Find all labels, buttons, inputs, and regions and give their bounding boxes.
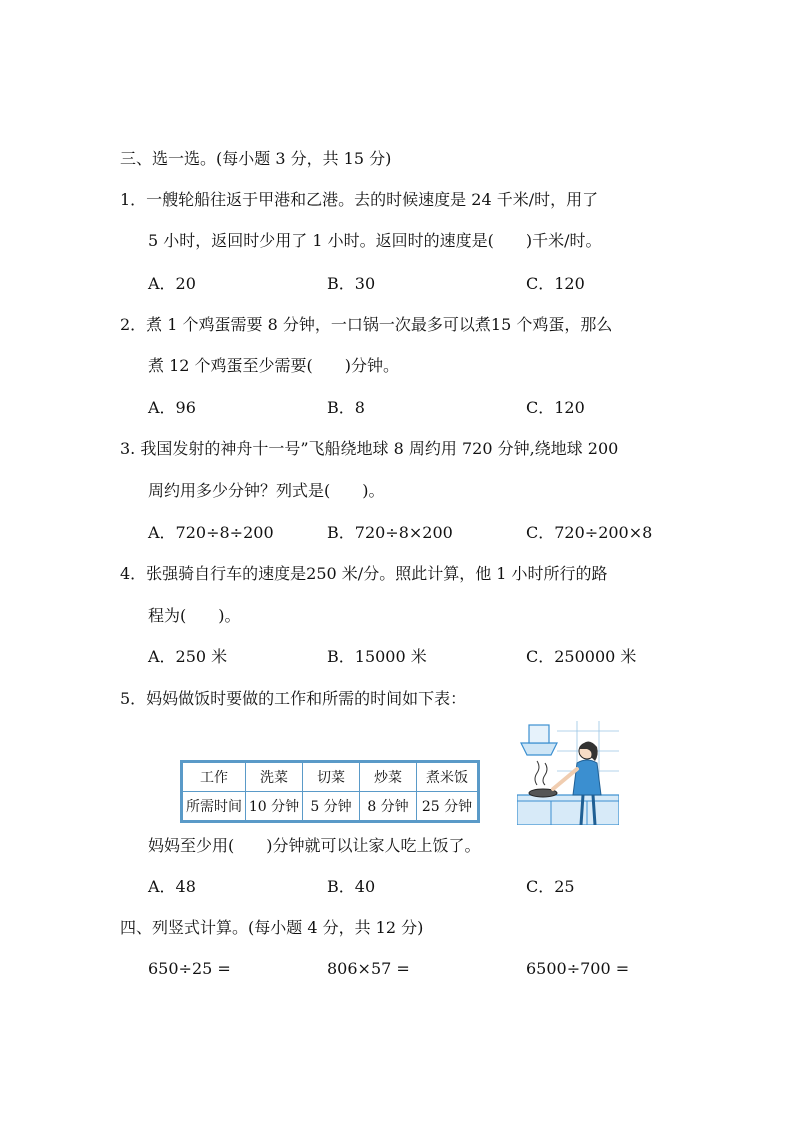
question-3-option-b[interactable]: B．720÷8×200 <box>327 523 453 542</box>
question-1-option-b[interactable]: B．30 <box>327 274 376 293</box>
question-2-option-b[interactable]: B．8 <box>327 398 365 417</box>
question-5-option-b[interactable]: B．40 <box>327 877 376 896</box>
question-2-line-1: 2．煮 1 个鸡蛋需要 8 分钟，一口锅一次最多可以煮15 个鸡蛋，那么 <box>120 315 613 334</box>
table-cell: 炒菜 <box>360 763 417 792</box>
question-4-line-2: 程为( )。 <box>148 606 241 625</box>
work-time-table <box>182 762 478 821</box>
table-cell: 煮米饭 <box>417 763 478 792</box>
table-cell: 所需时间 <box>183 792 246 821</box>
question-5-option-c[interactable]: C．25 <box>526 877 575 896</box>
question-5-option-a[interactable]: A．48 <box>148 877 196 896</box>
question-3-line-1: 3. 我国发射的神舟十一号”飞船绕地球 8 周约用 720 分钟,绕地球 200 <box>120 439 619 458</box>
question-1-option-a[interactable]: A．20 <box>148 274 196 293</box>
table-cell: 5 分钟 <box>303 792 360 821</box>
question-2-option-a[interactable]: A．96 <box>148 398 196 417</box>
question-3-option-a[interactable]: A．720÷8÷200 <box>148 523 274 542</box>
question-4-option-a[interactable]: A．250 米 <box>148 647 228 666</box>
calculation-item-2: 806×57 = <box>327 959 410 978</box>
question-1-line-1: 1．一艘轮船往返于甲港和乙港。去的时候速度是 24 千米/时，用了 <box>120 190 599 209</box>
table-cell: 8 分钟 <box>360 792 417 821</box>
table-row <box>183 763 478 792</box>
table-cell: 25 分钟 <box>417 792 478 821</box>
question-4-option-c[interactable]: C．250000 米 <box>526 647 637 666</box>
question-4-option-b[interactable]: B．15000 米 <box>327 647 427 666</box>
table-row <box>183 792 478 821</box>
question-5-line-2: 妈妈至少用( )分钟就可以让家人吃上饭了。 <box>148 836 481 855</box>
table-cell: 切菜 <box>303 763 360 792</box>
question-2-option-c[interactable]: C．120 <box>526 398 585 417</box>
question-3-option-c[interactable]: C．720÷200×8 <box>526 523 653 542</box>
calculation-item-3: 6500÷700 = <box>526 959 630 978</box>
section3-heading: 三、选一选。(每小题 3 分，共 15 分) <box>120 149 392 168</box>
question-1-option-c[interactable]: C．120 <box>526 274 585 293</box>
table-cell: 洗菜 <box>246 763 303 792</box>
section4-heading: 四、列竖式计算。(每小题 4 分，共 12 分) <box>120 918 424 937</box>
question-5-line-1: 5．妈妈做饭时要做的工作和所需的时间如下表： <box>120 689 467 708</box>
calculation-item-1: 650÷25 = <box>148 959 231 978</box>
question-3-line-2: 周约用多少分钟？列式是( )。 <box>148 481 385 500</box>
question-4-line-1: 4．张强骑自行车的速度是250 米/分。照此计算，他 1 小时所行的路 <box>120 564 608 583</box>
woman-cooking-illustration <box>517 721 619 825</box>
table-cell: 10 分钟 <box>246 792 303 821</box>
question-1-line-2: 5 小时，返回时少用了 1 小时。返回时的速度是( )千米/时。 <box>148 231 602 250</box>
question-2-line-2: 煮 12 个鸡蛋至少需要( )分钟。 <box>148 356 400 375</box>
table-cell: 工作 <box>183 763 246 792</box>
